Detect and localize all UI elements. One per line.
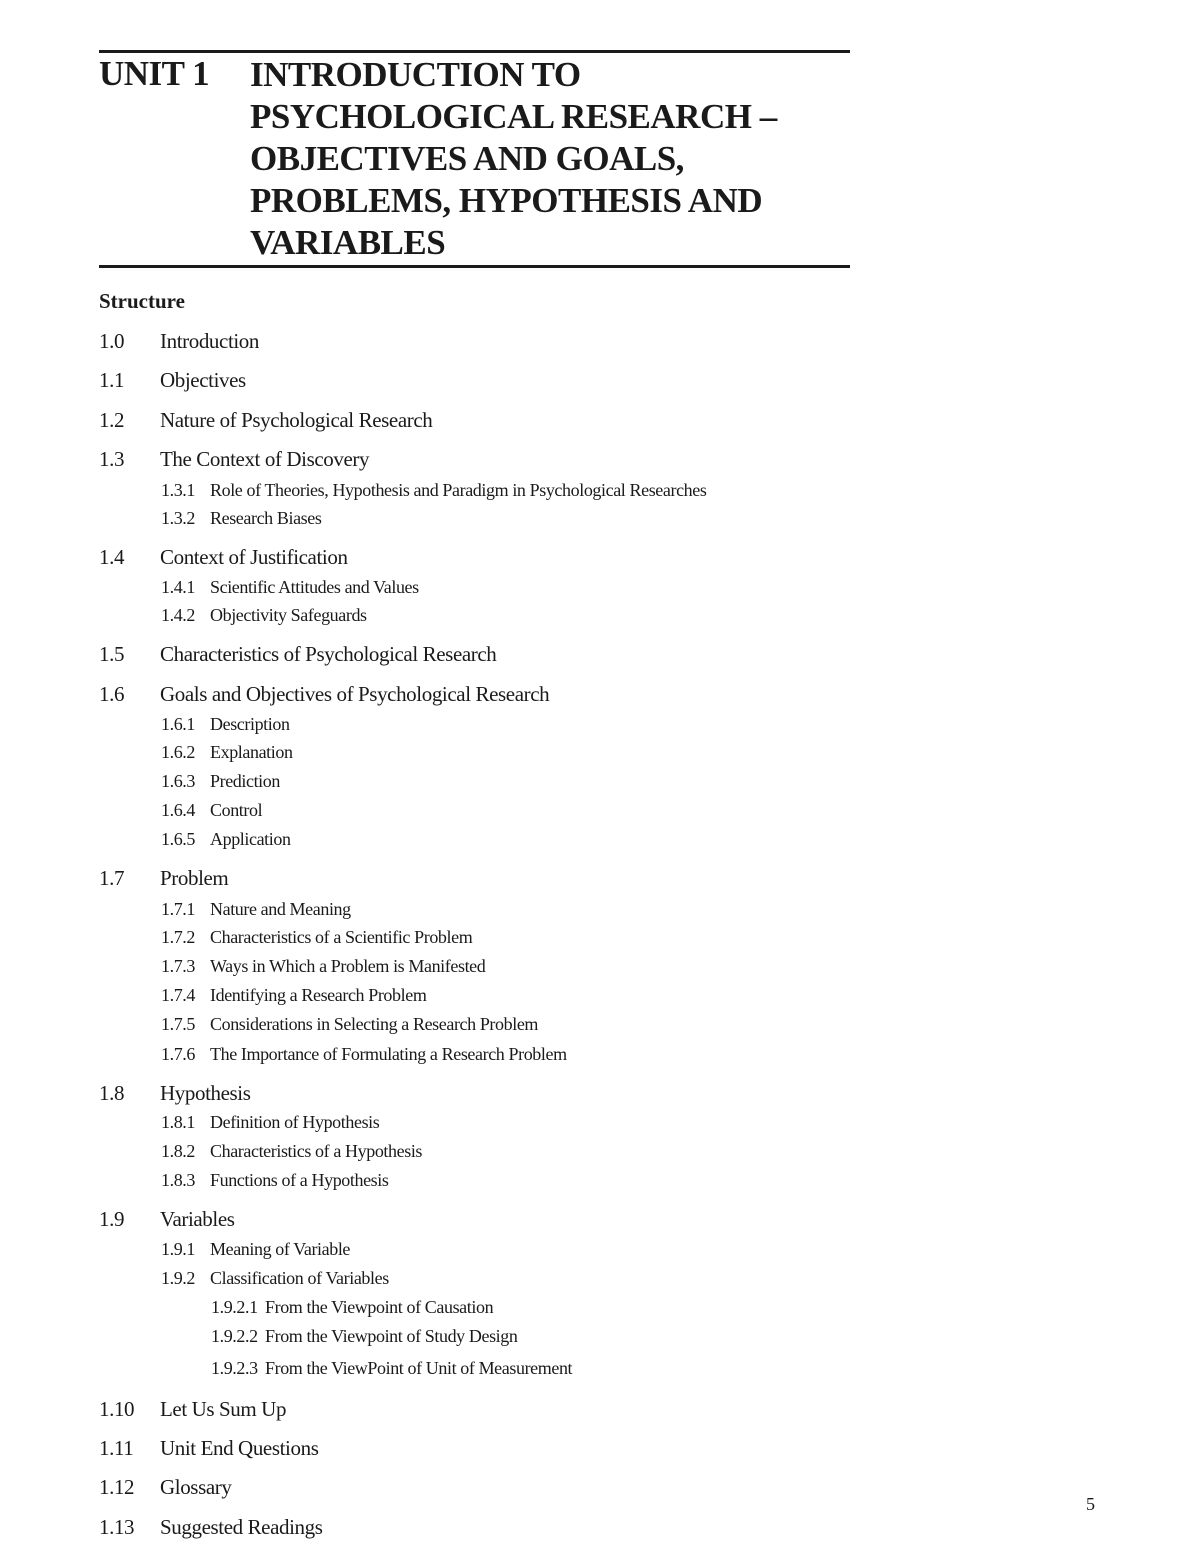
toc-entry-number: 1.5 (99, 642, 125, 666)
toc-entry-number: 1.7 (99, 866, 125, 890)
toc-entry-number: 1.4.2 (161, 605, 196, 625)
toc-entry-number: 1.7.5 (161, 1014, 196, 1034)
toc-entry-number: 1.3.1 (161, 480, 196, 500)
toc-entry-label: Definition of Hypothesis (210, 1112, 380, 1132)
toc-entry-label: Hypothesis (160, 1081, 251, 1105)
toc-entry-label: Introduction (160, 329, 260, 353)
toc-entry-number: 1.9.1 (161, 1239, 196, 1259)
toc-entry-level-2 (0, 956, 1200, 982)
toc-entry-label: Objectivity Safeguards (210, 605, 367, 625)
toc-entry-number: 1.0 (99, 329, 125, 353)
toc-entry-level-2 (0, 1044, 1200, 1070)
toc-entry-number: 1.9.2 (161, 1268, 196, 1288)
toc-entry-label: Context of Justification (160, 545, 348, 569)
toc-entry-number: 1.2 (99, 408, 125, 432)
toc-entry-number: 1.13 (99, 1515, 135, 1539)
unit-title-line: OBJECTIVES AND GOALS, (250, 139, 684, 178)
toc-entry-label: Objectives (160, 368, 246, 392)
toc-entry-number: 1.7.4 (161, 985, 196, 1005)
toc-entry-level-1 (0, 642, 1200, 668)
toc-entry-number: 1.6.5 (161, 829, 196, 849)
toc-entry-label: Application (210, 829, 291, 849)
toc-entry-level-2 (0, 771, 1200, 797)
toc-entry-level-2 (0, 1014, 1200, 1040)
toc-entry-number: 1.4.1 (161, 577, 196, 597)
toc-entry-level-1 (0, 866, 1200, 892)
toc-entry-level-3 (0, 1326, 1200, 1352)
toc-entry-label: The Importance of Formulating a Research Problem (210, 1044, 567, 1064)
toc-entry-label: Goals and Objectives of Psychological Research (160, 682, 550, 706)
toc-entry-number: 1.7.6 (161, 1044, 196, 1064)
toc-entry-number: 1.6.1 (161, 714, 196, 734)
toc-entry-label: From the Viewpoint of Causation (265, 1297, 494, 1317)
toc-entry-number: 1.9 (99, 1207, 125, 1231)
toc-entry-label: Characteristics of a Hypothesis (210, 1141, 423, 1161)
toc-entry-label: Identifying a Research Problem (210, 985, 427, 1005)
toc-entry-label: Prediction (210, 771, 280, 791)
toc-entry-number: 1.6.2 (161, 742, 196, 762)
toc-entry-level-1 (0, 1475, 1200, 1501)
toc-entry-label: Classification of Variables (210, 1268, 389, 1288)
toc-entry-level-1 (0, 368, 1200, 394)
toc-entry-label: Variables (160, 1207, 235, 1231)
toc-entry-number: 1.7.1 (161, 899, 196, 919)
toc-entry-number: 1.6.4 (161, 800, 196, 820)
unit-label: UNIT 1 (99, 54, 210, 93)
toc-entry-level-3 (0, 1297, 1200, 1323)
page-number: 5 (1086, 1494, 1095, 1514)
toc-entry-label: Glossary (160, 1475, 232, 1499)
toc-entry-label: Unit End Questions (160, 1436, 319, 1460)
structure-heading: Structure (99, 289, 185, 313)
toc-entry-level-2 (0, 1239, 1200, 1265)
toc-entry-level-2 (0, 927, 1200, 953)
toc-entry-label: Control (210, 800, 263, 820)
toc-entry-label: The Context of Discovery (160, 447, 370, 471)
unit-title-line: PROBLEMS, HYPOTHESIS AND (250, 181, 763, 220)
toc-entry-level-2 (0, 508, 1200, 534)
toc-entry-number: 1.8 (99, 1081, 125, 1105)
toc-entry-number: 1.8.2 (161, 1141, 196, 1161)
toc-entry-level-2 (0, 714, 1200, 740)
unit-title-line: PSYCHOLOGICAL RESEARCH – (250, 97, 777, 136)
toc-entry-level-2 (0, 480, 1200, 506)
toc-entry-number: 1.11 (99, 1436, 134, 1460)
toc-entry-label: Characteristics of a Scientific Problem (210, 927, 473, 947)
toc-entry-number: 1.3.2 (161, 508, 196, 528)
toc-entry-number: 1.12 (99, 1475, 135, 1499)
toc-entry-label: Explanation (210, 742, 293, 762)
toc-entry-label: From the ViewPoint of Unit of Measurement (265, 1358, 573, 1378)
toc-entry-level-2 (0, 800, 1200, 826)
toc-entry-level-1 (0, 682, 1200, 708)
toc-entry-number: 1.4 (99, 545, 125, 569)
toc-entry-level-2 (0, 829, 1200, 855)
toc-entry-number: 1.10 (99, 1397, 135, 1421)
toc-entry-level-2 (0, 1170, 1200, 1196)
toc-entry-number: 1.7.2 (161, 927, 196, 947)
toc-entry-label: Functions of a Hypothesis (210, 1170, 389, 1190)
unit-title-line: VARIABLES (250, 223, 446, 262)
toc-entry-level-1 (0, 1081, 1200, 1107)
toc-entry-level-2 (0, 899, 1200, 925)
toc-entry-level-1 (0, 1397, 1200, 1423)
toc-entry-label: Meaning of Variable (210, 1239, 351, 1259)
toc-entry-label: Research Biases (210, 508, 322, 528)
toc-entry-level-3 (0, 1358, 1200, 1384)
toc-entry-level-1 (0, 545, 1200, 571)
toc-entry-number: 1.6.3 (161, 771, 196, 791)
toc-entry-number: 1.8.1 (161, 1112, 196, 1132)
toc-entry-number: 1.6 (99, 682, 125, 706)
toc-entry-label: Characteristics of Psychological Research (160, 642, 497, 666)
toc-entry-number: 1.7.3 (161, 956, 196, 976)
toc-entry-label: Nature of Psychological Research (160, 408, 433, 432)
toc-entry-label: Scientific Attitudes and Values (210, 577, 419, 597)
toc-entry-level-2 (0, 1141, 1200, 1167)
toc-entry-level-1 (0, 408, 1200, 434)
toc-entry-level-2 (0, 985, 1200, 1011)
toc-entry-label: Suggested Readings (160, 1515, 323, 1539)
toc-entry-level-1 (0, 1207, 1200, 1233)
toc-entry-label: Nature and Meaning (210, 899, 351, 919)
toc-entry-label: Considerations in Selecting a Research Problem (210, 1014, 539, 1034)
toc-entry-level-1 (0, 1515, 1200, 1541)
toc-entry-label: Role of Theories, Hypothesis and Paradigm in Psychological Researches (210, 480, 707, 500)
toc-entry-level-2 (0, 742, 1200, 768)
toc-entry-number: 1.9.2.2 (211, 1326, 258, 1346)
toc-entry-number: 1.9.2.3 (211, 1358, 258, 1378)
toc-entry-number: 1.8.3 (161, 1170, 196, 1190)
toc-entry-number: 1.3 (99, 447, 125, 471)
toc-entry-level-2 (0, 1268, 1200, 1294)
toc-entry-label: Description (210, 714, 290, 734)
toc-entry-label: From the Viewpoint of Study Design (265, 1326, 518, 1346)
toc-entry-level-1 (0, 329, 1200, 355)
unit-title-line: INTRODUCTION TO (250, 55, 581, 94)
toc-entry-label: Ways in Which a Problem is Manifested (210, 956, 486, 976)
toc-entry-number: 1.9.2.1 (211, 1297, 258, 1317)
toc-entry-number: 1.1 (99, 368, 125, 392)
toc-entry-level-1 (0, 447, 1200, 473)
toc-entry-level-1 (0, 1436, 1200, 1462)
toc-entry-level-2 (0, 577, 1200, 603)
toc-entry-label: Problem (160, 866, 229, 890)
toc-entry-label: Let Us Sum Up (160, 1397, 287, 1421)
toc-entry-level-2 (0, 605, 1200, 631)
toc-entry-level-2 (0, 1112, 1200, 1138)
